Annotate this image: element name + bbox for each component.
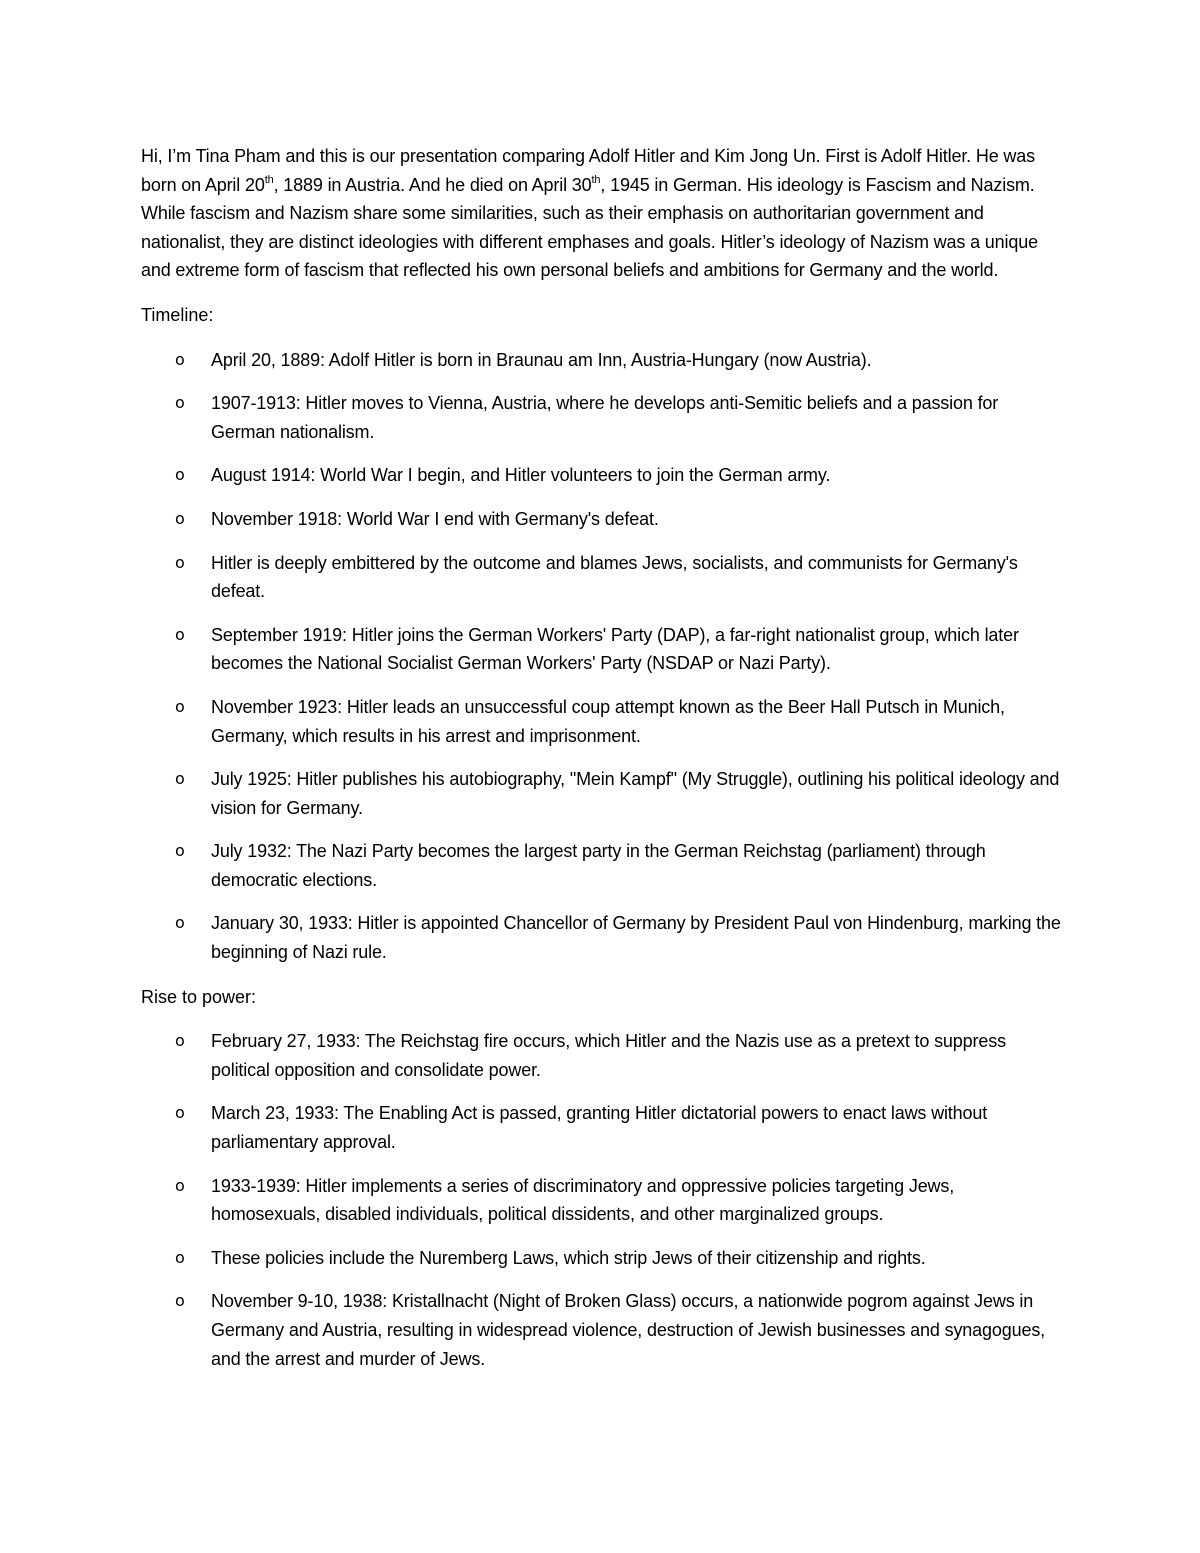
bullet-icon: o (175, 841, 185, 861)
list-item-text: These policies include the Nuremberg Laws, which strip Jews of their citizenship and rights. (211, 1247, 926, 1268)
list-item-text: November 1923: Hitler leads an unsuccessful coup attempt known as the Beer Hall Putsch in Munich, Germany, which results in his arrest and imprisonment. (211, 696, 1005, 746)
list-item (141, 1099, 1066, 1156)
list-item-text: February 27, 1933: The Reichstag fire occurs, which Hitler and the Nazis use as a pretext to suppress political opposition and consolidate power. (211, 1031, 1006, 1080)
bullet-icon: o (175, 1103, 185, 1123)
list-item-text: January 30, 1933: Hitler is appointed Chancellor of Germany by President Paul von Hindenburg, marking the beginning of Nazi rule. (211, 913, 1061, 963)
bullet-icon: o (175, 624, 185, 644)
bullet-icon: o (175, 393, 185, 413)
timeline-heading: Timeline: (141, 304, 214, 325)
bullet-icon: o (175, 696, 185, 716)
bullet-icon: o (175, 1291, 185, 1311)
list-item (141, 765, 1066, 822)
list-item (141, 1287, 1066, 1373)
bullet-icon: o (175, 508, 185, 528)
list-item (141, 693, 1066, 750)
list-item (141, 1027, 1066, 1084)
bullet-icon: o (175, 1175, 185, 1195)
list-item (141, 549, 1066, 606)
intro-text-part-2: , 1889 in Austria. And he died on April 30 (273, 174, 592, 195)
list-item-text: July 1932: The Nazi Party becomes the largest party in the German Reichstag (parliament) through democratic elections. (211, 841, 986, 890)
ordinal-superscript: th (591, 173, 601, 186)
bullet-icon: o (175, 769, 185, 789)
list-item (141, 461, 1066, 490)
list-item-text: 1907-1913: Hitler moves to Vienna, Austria, where he develops anti-Semitic beliefs and a passion for German nationalism. (211, 393, 999, 442)
list-item-text: November 1918: World War I end with Germany's defeat. (211, 508, 659, 529)
list-item-text: Hitler is deeply embittered by the outcome and blames Jews, socialists, and communists for Germany's defeat. (211, 552, 1018, 602)
list-item (141, 346, 1066, 375)
intro-paragraph (141, 142, 1066, 285)
timeline-list (141, 346, 1066, 967)
bullet-icon: o (175, 349, 185, 369)
intro-text-part-3: , 1945 in German. His ideology is Fascism and Nazism. While fascism and Nazism share some similarities, such as their emphasis on authoritarian government and nationalist, they are distinct ideologies with different emphases and goals. Hitler’s ideology of Nazism was a unique and extreme form of fascism that reflected his own personal beliefs and ambitions for Germany and the world. (141, 174, 1038, 281)
list-item (141, 1244, 1066, 1273)
list-item (141, 909, 1066, 966)
list-item (141, 389, 1066, 446)
list-item-text: September 1919: Hitler joins the German Workers' Party (DAP), a far-right nationalist group, which later becomes the National Socialist German Workers' Party (NSDAP or Nazi Party). (211, 624, 1019, 674)
document-body (141, 142, 1066, 1389)
bullet-icon: o (175, 913, 185, 933)
list-item (141, 1172, 1066, 1229)
bullet-icon: o (175, 1247, 185, 1267)
bullet-icon: o (175, 1031, 185, 1051)
list-item (141, 505, 1066, 534)
bullet-icon: o (175, 552, 185, 572)
list-item (141, 837, 1066, 894)
list-item-text: 1933-1939: Hitler implements a series of discriminatory and oppressive policies targeting Jews, homosexuals, disabled individuals, political dissidents, and other marginalized groups. (211, 1175, 955, 1225)
list-item-text: April 20, 1889: Adolf Hitler is born in Braunau am Inn, Austria-Hungary (now Austria). (211, 349, 872, 370)
rise-to-power-list (141, 1027, 1066, 1373)
ordinal-superscript: th (264, 173, 274, 186)
bullet-icon: o (175, 465, 185, 485)
intro-text-part-1: Hi, I’m Tina Pham and this is our presentation comparing Adolf Hitler and Kim Jong Un. First is Adolf Hitler. He was born on April 20 (141, 146, 1035, 195)
list-item-text: November 9-10, 1938: Kristallnacht (Night of Broken Glass) occurs, a nationwide pogrom against Jews in Germany and Austria, resulting in widespread violence, destruction of Jewish businesses and synagogues, and the arrest and murder of Jews. (211, 1291, 1046, 1369)
list-item-text: August 1914: World War I begin, and Hitler volunteers to join the German army. (211, 465, 831, 486)
list-item-text: March 23, 1933: The Enabling Act is passed, granting Hitler dictatorial powers to enact laws without parliamentary approval. (211, 1103, 988, 1153)
list-item-text: July 1925: Hitler publishes his autobiography, "Mein Kampf" (My Struggle), outlining his political ideology and vision for Germany. (211, 769, 1060, 818)
rise-to-power-heading: Rise to power: (141, 986, 257, 1007)
list-item (141, 621, 1066, 678)
